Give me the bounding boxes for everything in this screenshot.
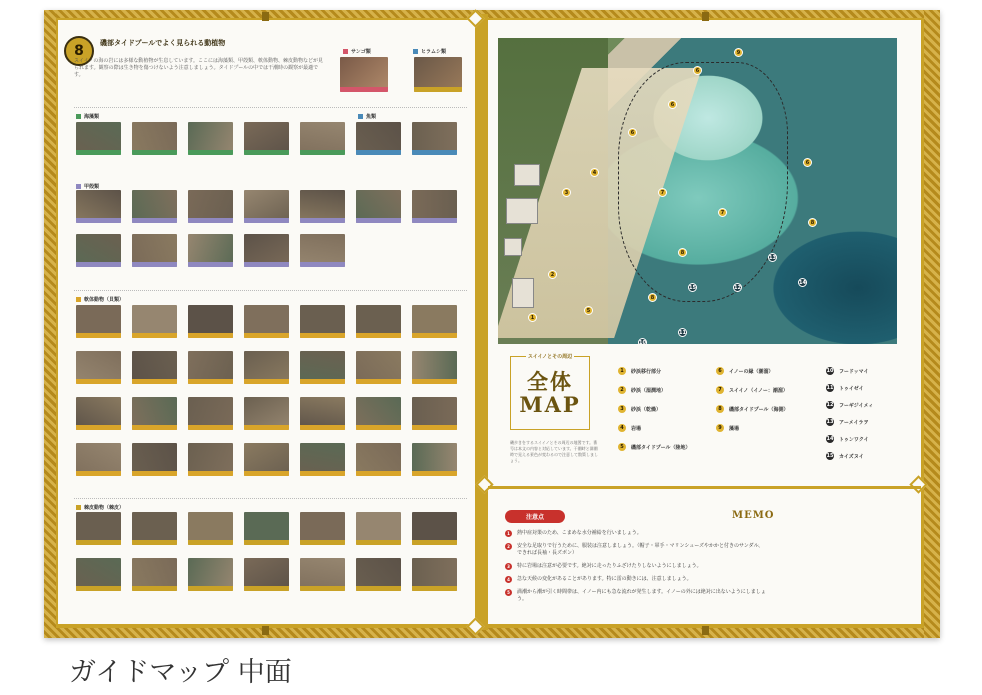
- category-fish-label: 魚類: [366, 114, 377, 120]
- legend-label: トゥイゼイ: [839, 385, 864, 392]
- legend-number: 5: [618, 443, 626, 451]
- category-mollusk: [76, 296, 124, 303]
- map-marker-7[interactable]: 7: [718, 208, 727, 217]
- category-fish: [358, 113, 376, 120]
- species-photo: [356, 305, 401, 338]
- species-photo: [300, 512, 345, 545]
- legend-item: [716, 424, 739, 432]
- map-marker-4[interactable]: 4: [590, 168, 599, 177]
- legend-number: 4: [618, 424, 626, 432]
- legend-item: [618, 443, 691, 451]
- legend-number: 3: [618, 405, 626, 413]
- species-photo: [356, 443, 401, 476]
- left-border: [44, 10, 56, 638]
- species-photo: [244, 234, 289, 267]
- category-marker: [413, 49, 418, 54]
- species-photo: [300, 122, 345, 155]
- section-divider: [74, 498, 467, 499]
- legend-label: イノーの縁（潮溜）: [729, 368, 774, 375]
- legend-number: 2: [618, 386, 626, 394]
- species-photo: [76, 122, 121, 155]
- rule-text: 急な天候の変化があることがあります。特に雷の動きには、注意しましょう。: [517, 576, 692, 582]
- species-photo: [188, 305, 233, 338]
- map-building: [504, 238, 522, 256]
- legend-label: 砂浜移行部分: [631, 368, 662, 375]
- legend-number: 6: [716, 367, 724, 375]
- category-marker: [343, 49, 348, 54]
- map-route: [618, 62, 788, 302]
- species-photo: [356, 397, 401, 430]
- legend-number: 10: [826, 368, 834, 374]
- species-photo: [412, 512, 457, 545]
- legend-item: [826, 418, 869, 426]
- top-border: [44, 10, 940, 18]
- right-border: [924, 10, 940, 638]
- legend-item: [716, 367, 774, 375]
- category-seaweed: [76, 113, 99, 120]
- species-photo: [244, 397, 289, 430]
- category-coral: [343, 48, 371, 55]
- species-photo: [412, 558, 457, 591]
- notice-rule: [505, 543, 767, 557]
- legend-number: 7: [716, 386, 724, 394]
- section-number-badge: 8: [64, 36, 94, 66]
- map-marker-6[interactable]: 6: [668, 100, 677, 109]
- map-building: [512, 278, 534, 308]
- legend-number: 11: [826, 385, 834, 391]
- species-photo: [188, 190, 233, 223]
- species-photo: [300, 397, 345, 430]
- memo-divider: [488, 486, 921, 489]
- legend-item: [716, 405, 789, 413]
- species-photo: [356, 351, 401, 384]
- category-marker: [76, 184, 81, 189]
- category-marker: [76, 297, 81, 302]
- species-photo: [300, 234, 345, 267]
- legend-item: [618, 424, 641, 432]
- notice-rule: [505, 576, 767, 583]
- tick-mark: [702, 12, 709, 21]
- legend-item: [826, 452, 864, 460]
- species-photo: [132, 443, 177, 476]
- rule-number: 4: [505, 576, 512, 583]
- species-photo: [244, 512, 289, 545]
- notice-rule: [505, 589, 767, 603]
- section-divider: [74, 290, 467, 291]
- legend-item: [826, 384, 864, 392]
- map-marker-6[interactable]: 6: [628, 128, 637, 137]
- tick-mark: [262, 626, 269, 635]
- map-marker-10[interactable]: 10: [638, 338, 647, 344]
- species-photo: [188, 122, 233, 155]
- species-photo: [76, 443, 121, 476]
- category-mollusk-label: 軟体動物（貝類）: [84, 297, 125, 303]
- map-marker-13[interactable]: 13: [769, 254, 776, 261]
- species-photo: [132, 234, 177, 267]
- rule-number: 3: [505, 563, 512, 570]
- rule-text: 熱中症対策のため、こまめな水分補給を行いましょう。: [517, 530, 642, 536]
- rule-text: 安全な足取りで行うために、服装は注意しましょう。（帽子・軍手・マリンシューズやかかと付きのサンダル、できれば長袖・長ズボン）: [517, 543, 764, 556]
- tick-mark: [702, 626, 709, 635]
- legend-label: トゥンワクイ: [839, 436, 869, 443]
- map-marker-6[interactable]: 6: [803, 158, 812, 167]
- species-photo: [76, 558, 121, 591]
- rule-number: 1: [505, 530, 512, 537]
- memo-heading: MEMO: [732, 510, 775, 521]
- notice-label: 注意点: [505, 510, 565, 523]
- category-crustacean: [76, 183, 99, 190]
- category-marker: [358, 114, 363, 119]
- species-photo: [132, 558, 177, 591]
- map-marker-2[interactable]: 2: [548, 270, 557, 279]
- category-flatworm-label: ヒラムシ類: [421, 49, 446, 55]
- species-photo: [244, 558, 289, 591]
- species-photo: [76, 234, 121, 267]
- rule-text: 満潮から潮が引く時間帯は、イノー内にも急な流れが発生します。イノーの外には絶対に出ないようにしましょう。: [517, 589, 766, 602]
- legend-number: 13: [826, 419, 834, 425]
- map-title-box: [510, 356, 590, 430]
- tick-mark: [262, 12, 269, 21]
- legend-label: スイイノ（イノー：潮溜）: [729, 387, 788, 394]
- section-divider: [74, 107, 467, 108]
- species-photo: [76, 512, 121, 545]
- species-photo: [300, 190, 345, 223]
- species-photo: [244, 305, 289, 338]
- map-marker-8[interactable]: 8: [648, 293, 657, 302]
- legend-number: 14: [826, 436, 834, 442]
- species-photo: [412, 397, 457, 430]
- species-photo: [132, 512, 177, 545]
- species-photo: [412, 351, 457, 384]
- legend-label: 藻場: [729, 425, 740, 432]
- species-photo: [76, 305, 121, 338]
- legend-label: アーメイラヲ: [839, 419, 869, 426]
- rule-text: 特に岩場は注意が必要です。絶対に走ったりふざけたりしないようにしましょう。: [517, 563, 702, 569]
- legend-label: フーギジイメィ: [839, 402, 874, 409]
- notice-rule: [505, 530, 767, 537]
- species-photo: [132, 351, 177, 384]
- species-photo: [300, 305, 345, 338]
- species-photo: [132, 122, 177, 155]
- legend-label: 磯部タイドプール（陸地）: [631, 444, 691, 451]
- map-marker-14[interactable]: 14: [799, 279, 806, 286]
- rule-number: 2: [505, 543, 512, 550]
- legend-item: [716, 386, 788, 394]
- species-photo: [132, 305, 177, 338]
- category-seaweed-label: 海藻類: [84, 114, 100, 120]
- species-photo: [244, 122, 289, 155]
- rule-number: 5: [505, 589, 512, 596]
- species-photo: [132, 190, 177, 223]
- category-marker: [76, 114, 81, 119]
- map-marker-8[interactable]: 8: [808, 218, 817, 227]
- map-marker-7[interactable]: 7: [658, 188, 667, 197]
- species-photo: [412, 190, 457, 223]
- species-photo: [76, 190, 121, 223]
- legend-number: 12: [826, 402, 834, 408]
- category-coral-label: サンゴ類: [351, 49, 371, 55]
- map-intro: 磯歩きをするスイイノとその周辺の地図です。番号は本文の内容と対応しています。干潮時と満潮時で見える景色が変わるので注意して散策しましょう。: [510, 440, 598, 463]
- section-description: スイイノの海の岩には多様な動植物が生息しています。ここには海藻類、甲殻類、軟体動物、棘皮動物などが見られます。観察の際は生き物を傷つけないよう注意しましょう。タイドプールの中では干潮時の観察が最適です。: [74, 58, 323, 78]
- map-title-line1: 全体: [527, 369, 573, 394]
- legend-item: [618, 367, 661, 375]
- page-spine: [475, 14, 488, 630]
- species-photo: [300, 558, 345, 591]
- section-title: 磯部タイドプールでよく見られる動植物: [100, 39, 226, 47]
- legend-label: 砂浜（乾燥）: [631, 406, 662, 413]
- legend-item: [618, 405, 661, 413]
- map-marker-11[interactable]: 11: [679, 329, 686, 336]
- photo-flatworm: [414, 57, 462, 92]
- species-photo: [300, 443, 345, 476]
- species-photo: [188, 558, 233, 591]
- map-marker-9[interactable]: 9: [734, 48, 743, 57]
- map-marker-6[interactable]: 6: [693, 66, 702, 75]
- map-marker-5[interactable]: 5: [584, 306, 593, 315]
- category-marker: [76, 505, 81, 510]
- species-photo: [412, 122, 457, 155]
- category-flatworm: [413, 48, 446, 55]
- legend-item: [618, 386, 666, 394]
- species-photo: [188, 512, 233, 545]
- legend-number: 9: [716, 424, 724, 432]
- species-photo: [244, 443, 289, 476]
- map-marker-8[interactable]: 8: [678, 248, 687, 257]
- bottom-border: [44, 628, 940, 638]
- category-crustacean-label: 甲殻類: [84, 184, 100, 190]
- category-echinoderm-label: 棘皮動物（棘皮）: [84, 505, 125, 511]
- species-photo: [132, 397, 177, 430]
- species-photo: [76, 397, 121, 430]
- category-echinoderm: [76, 504, 124, 511]
- species-photo: [356, 122, 401, 155]
- species-photo: [188, 397, 233, 430]
- legend-item: [826, 401, 873, 409]
- species-photo: [356, 512, 401, 545]
- legend-label: 岩場: [631, 425, 642, 432]
- map-marker-3[interactable]: 3: [562, 188, 571, 197]
- page-caption: ガイドマップ 中面: [69, 657, 292, 688]
- species-photo: [188, 234, 233, 267]
- map-building: [514, 164, 540, 186]
- legend-label: 磯部タイドプール（海側）: [729, 406, 789, 413]
- map-subtitle: スイイノとその周辺: [527, 354, 573, 360]
- map-building: [506, 198, 538, 224]
- legend-number: 1: [618, 367, 626, 375]
- legend-number: 8: [716, 405, 724, 413]
- species-photo: [300, 351, 345, 384]
- map-marker-1[interactable]: 1: [528, 313, 537, 322]
- species-photo: [412, 305, 457, 338]
- legend-number: 15: [826, 453, 834, 459]
- species-photo: [244, 190, 289, 223]
- map-title-line2: MAP: [519, 392, 581, 417]
- map-marker-12[interactable]: 12: [734, 284, 741, 291]
- species-photo: [76, 351, 121, 384]
- aerial-map[interactable]: [498, 38, 897, 344]
- species-photo: [356, 558, 401, 591]
- species-photo: [188, 351, 233, 384]
- legend-item: [826, 435, 869, 443]
- species-photo: [244, 351, 289, 384]
- legend-label: フードッマイ: [839, 368, 869, 375]
- species-photo: [356, 190, 401, 223]
- species-photo: [412, 443, 457, 476]
- notice-rule: [505, 563, 767, 570]
- legend-item: [826, 367, 869, 375]
- legend-label: 砂浜（湿潤地）: [631, 387, 667, 394]
- species-photo: [188, 443, 233, 476]
- legend-label: カイズヌイ: [839, 453, 864, 460]
- photo-coral: [340, 57, 388, 92]
- map-marker-15[interactable]: 15: [689, 284, 696, 291]
